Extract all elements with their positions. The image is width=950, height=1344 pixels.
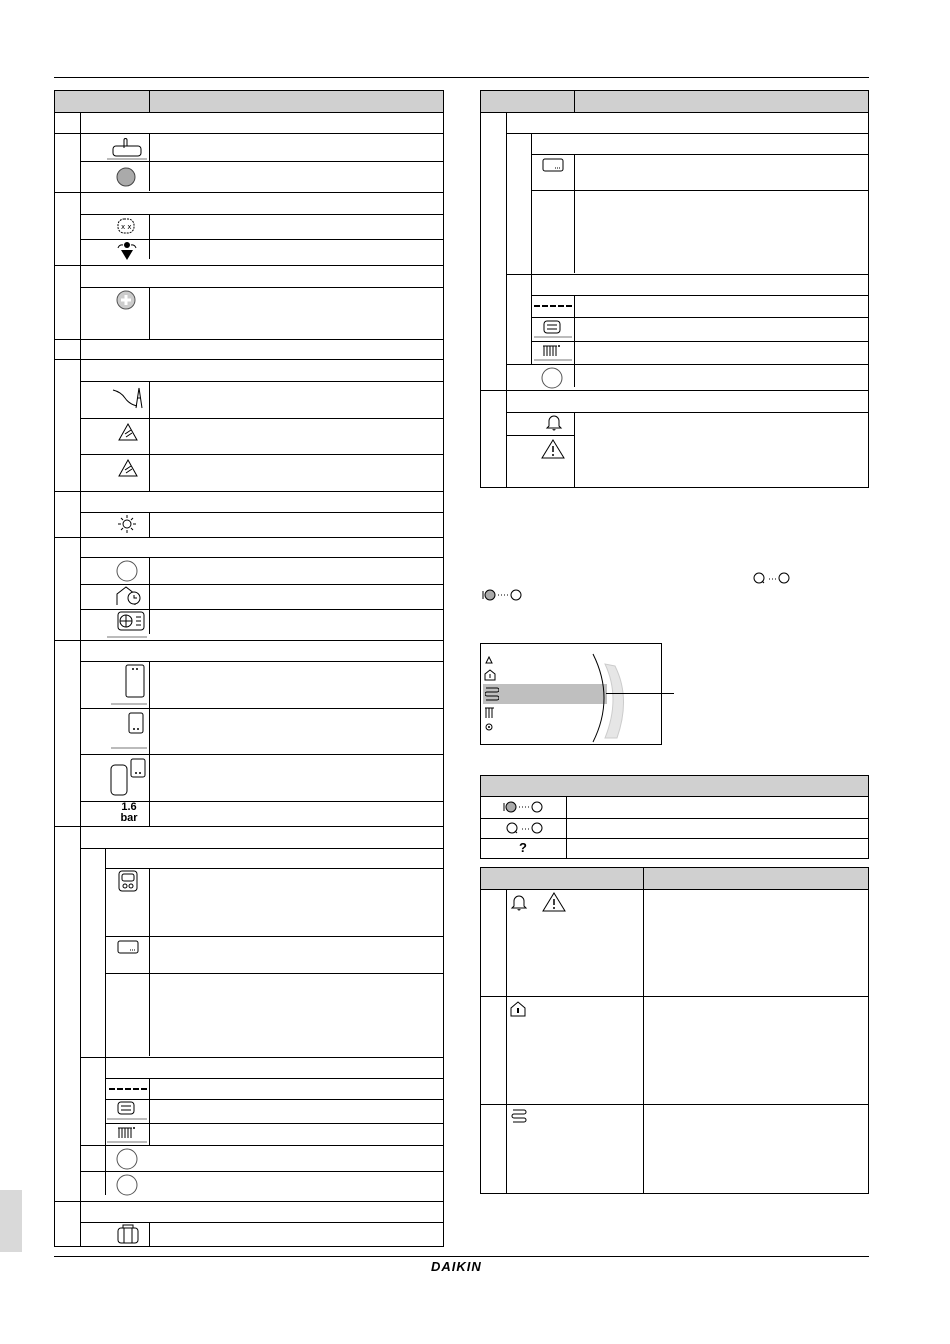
right-table-header bbox=[481, 91, 868, 113]
button-dots-icon bbox=[503, 800, 545, 814]
hand-tap-icon bbox=[111, 136, 143, 158]
left-icon-table bbox=[54, 90, 444, 1247]
recycle-icon bbox=[117, 422, 139, 444]
warning-icon bbox=[540, 438, 566, 460]
menu-room-icon bbox=[484, 669, 496, 681]
recycle-icon-2 bbox=[117, 458, 139, 480]
underfloor-icon bbox=[117, 1101, 135, 1115]
left-table-header bbox=[55, 91, 443, 113]
blank-circle-icon bbox=[541, 367, 563, 389]
menu-selection-bar[interactable] bbox=[483, 684, 607, 704]
bell-icon bbox=[510, 893, 528, 911]
tank-small-icon bbox=[128, 712, 144, 734]
menu-settings-icon bbox=[485, 723, 493, 731]
menu-radiator-icon bbox=[484, 707, 496, 719]
bottom-rule bbox=[54, 1256, 869, 1257]
warning-icon bbox=[541, 891, 567, 913]
underfloor-icon bbox=[543, 320, 561, 334]
menu-alarm-icon bbox=[485, 656, 493, 664]
dial-dots-icon bbox=[505, 821, 545, 835]
blank-circle-icon bbox=[116, 560, 138, 582]
underfloor-heating-icon bbox=[511, 1108, 527, 1126]
tank-pair-icon bbox=[109, 757, 147, 797]
help-icon: ? bbox=[519, 840, 527, 855]
bar-unit: bar bbox=[120, 812, 138, 824]
fan-unit-icon bbox=[117, 611, 145, 631]
display-controller-icon bbox=[117, 940, 139, 954]
grey-dot-icon bbox=[116, 167, 136, 187]
radiator-icon bbox=[542, 344, 562, 358]
side-tab bbox=[0, 1190, 22, 1252]
radiator-icon bbox=[117, 1126, 137, 1140]
heat-pump-icon bbox=[117, 1224, 139, 1244]
blank-circle-icon-3 bbox=[116, 1174, 138, 1196]
status-table bbox=[480, 867, 869, 1194]
antenna-icon bbox=[111, 384, 147, 412]
remote-controller-icon bbox=[118, 870, 138, 892]
room-home-icon bbox=[510, 1001, 526, 1017]
right-icon-table bbox=[480, 90, 869, 488]
display-controller-icon bbox=[542, 158, 564, 172]
people-arrow-icon bbox=[115, 240, 139, 262]
bar-value: 1.6 bbox=[121, 801, 137, 813]
sun-icon bbox=[117, 514, 137, 534]
faces-icon bbox=[116, 216, 136, 236]
dial-dots-indicator bbox=[752, 571, 792, 585]
tank-tall-icon bbox=[125, 664, 145, 698]
svg-text:x x: x x bbox=[121, 223, 132, 231]
dashes-icon bbox=[109, 1087, 149, 1091]
button-dots-indicator bbox=[482, 588, 524, 602]
top-rule bbox=[54, 77, 869, 78]
dashes-icon bbox=[534, 304, 574, 308]
bell-icon bbox=[545, 413, 563, 431]
menu-underfloor-icon bbox=[485, 686, 499, 702]
callout-line bbox=[606, 693, 674, 694]
blank-circle-icon-2 bbox=[116, 1148, 138, 1170]
menu-scroll-arc bbox=[591, 652, 627, 744]
menu-screen bbox=[480, 643, 662, 745]
daikin-logo: DAIKIN bbox=[431, 1259, 482, 1274]
bar-pressure-label bbox=[116, 802, 142, 824]
button-table bbox=[480, 775, 869, 859]
plus-circle-icon bbox=[116, 290, 136, 310]
house-clock-icon bbox=[115, 585, 145, 607]
